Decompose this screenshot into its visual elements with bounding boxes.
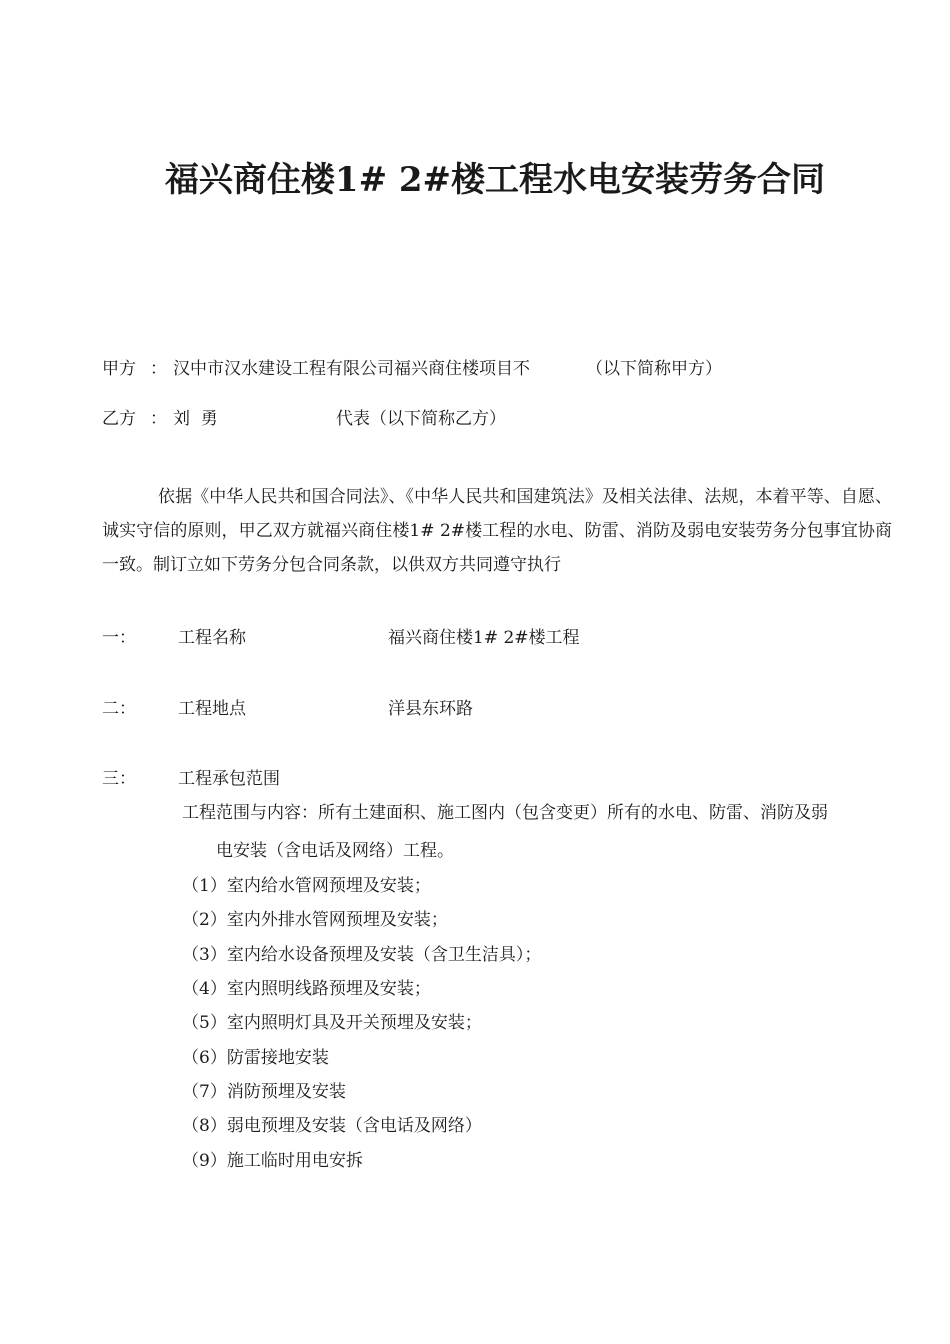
scope-item: （9）施工临时用电安拆 bbox=[182, 1151, 363, 1171]
scope-item: （3）室内给水设备预埋及安装（含卫生洁具）； bbox=[182, 945, 542, 965]
scope-item: （2）室内外排水管网预埋及安装； bbox=[182, 910, 448, 930]
intro-paragraph: 依据《中华人民共和国合同法》、《中华人民共和国建筑法》及相关法律、法规，本着平等、自愿、诚实守信的原则，甲乙双方就福兴商住楼1# 2#楼工程的水电、防雷、消防及弱电安装劳务分包事宜协商一致。制订立如下劳务分包合同条款，以供双方共同遵守执行 bbox=[102, 487, 892, 575]
scope-item: （4）室内照明线路预埋及安装； bbox=[182, 979, 431, 999]
scope-line-1: 工程范围与内容：所有土建面积、施工图内（包含变更）所有的水电、防雷、消防及弱 bbox=[182, 803, 828, 823]
section-one-number: 一： bbox=[102, 628, 136, 648]
section-three-number: 三： bbox=[102, 769, 136, 789]
party-a-colon: ： bbox=[150, 359, 167, 379]
party-b-colon: ： bbox=[150, 409, 167, 429]
scope-item: （6）防雷接地安装 bbox=[182, 1048, 329, 1068]
scope-item: （7）消防预埋及安装 bbox=[182, 1082, 346, 1102]
party-b-note: 代表（以下简称乙方） bbox=[336, 409, 506, 429]
section-two-value: 洋县东环路 bbox=[388, 699, 473, 719]
section-one-label: 工程名称 bbox=[178, 628, 246, 648]
section-three-label: 工程承包范围 bbox=[178, 769, 280, 789]
party-a-note: （以下简称甲方） bbox=[586, 359, 722, 379]
party-b-name: 刘 勇 bbox=[173, 409, 218, 429]
section-one-value: 福兴商住楼1# 2#楼工程 bbox=[388, 628, 580, 648]
section-two-number: 二： bbox=[102, 699, 136, 719]
party-a-label: 甲方 bbox=[102, 359, 136, 379]
scope-item: （1）室内给水管网预埋及安装； bbox=[182, 876, 431, 896]
party-a-name: 汉中市汉水建设工程有限公司福兴商住楼项目不 bbox=[173, 359, 530, 379]
document-title: 福兴商住楼1# 2#楼工程水电安装劳务合同 bbox=[164, 160, 826, 200]
scope-line-2: 电安装（含电话及网络）工程。 bbox=[216, 841, 454, 861]
section-two-label: 工程地点 bbox=[178, 699, 246, 719]
party-b-label: 乙方 bbox=[102, 409, 136, 429]
scope-item: （5）室内照明灯具及开关预埋及安装； bbox=[182, 1013, 482, 1033]
scope-item: （8）弱电预埋及安装（含电话及网络） bbox=[182, 1116, 482, 1136]
